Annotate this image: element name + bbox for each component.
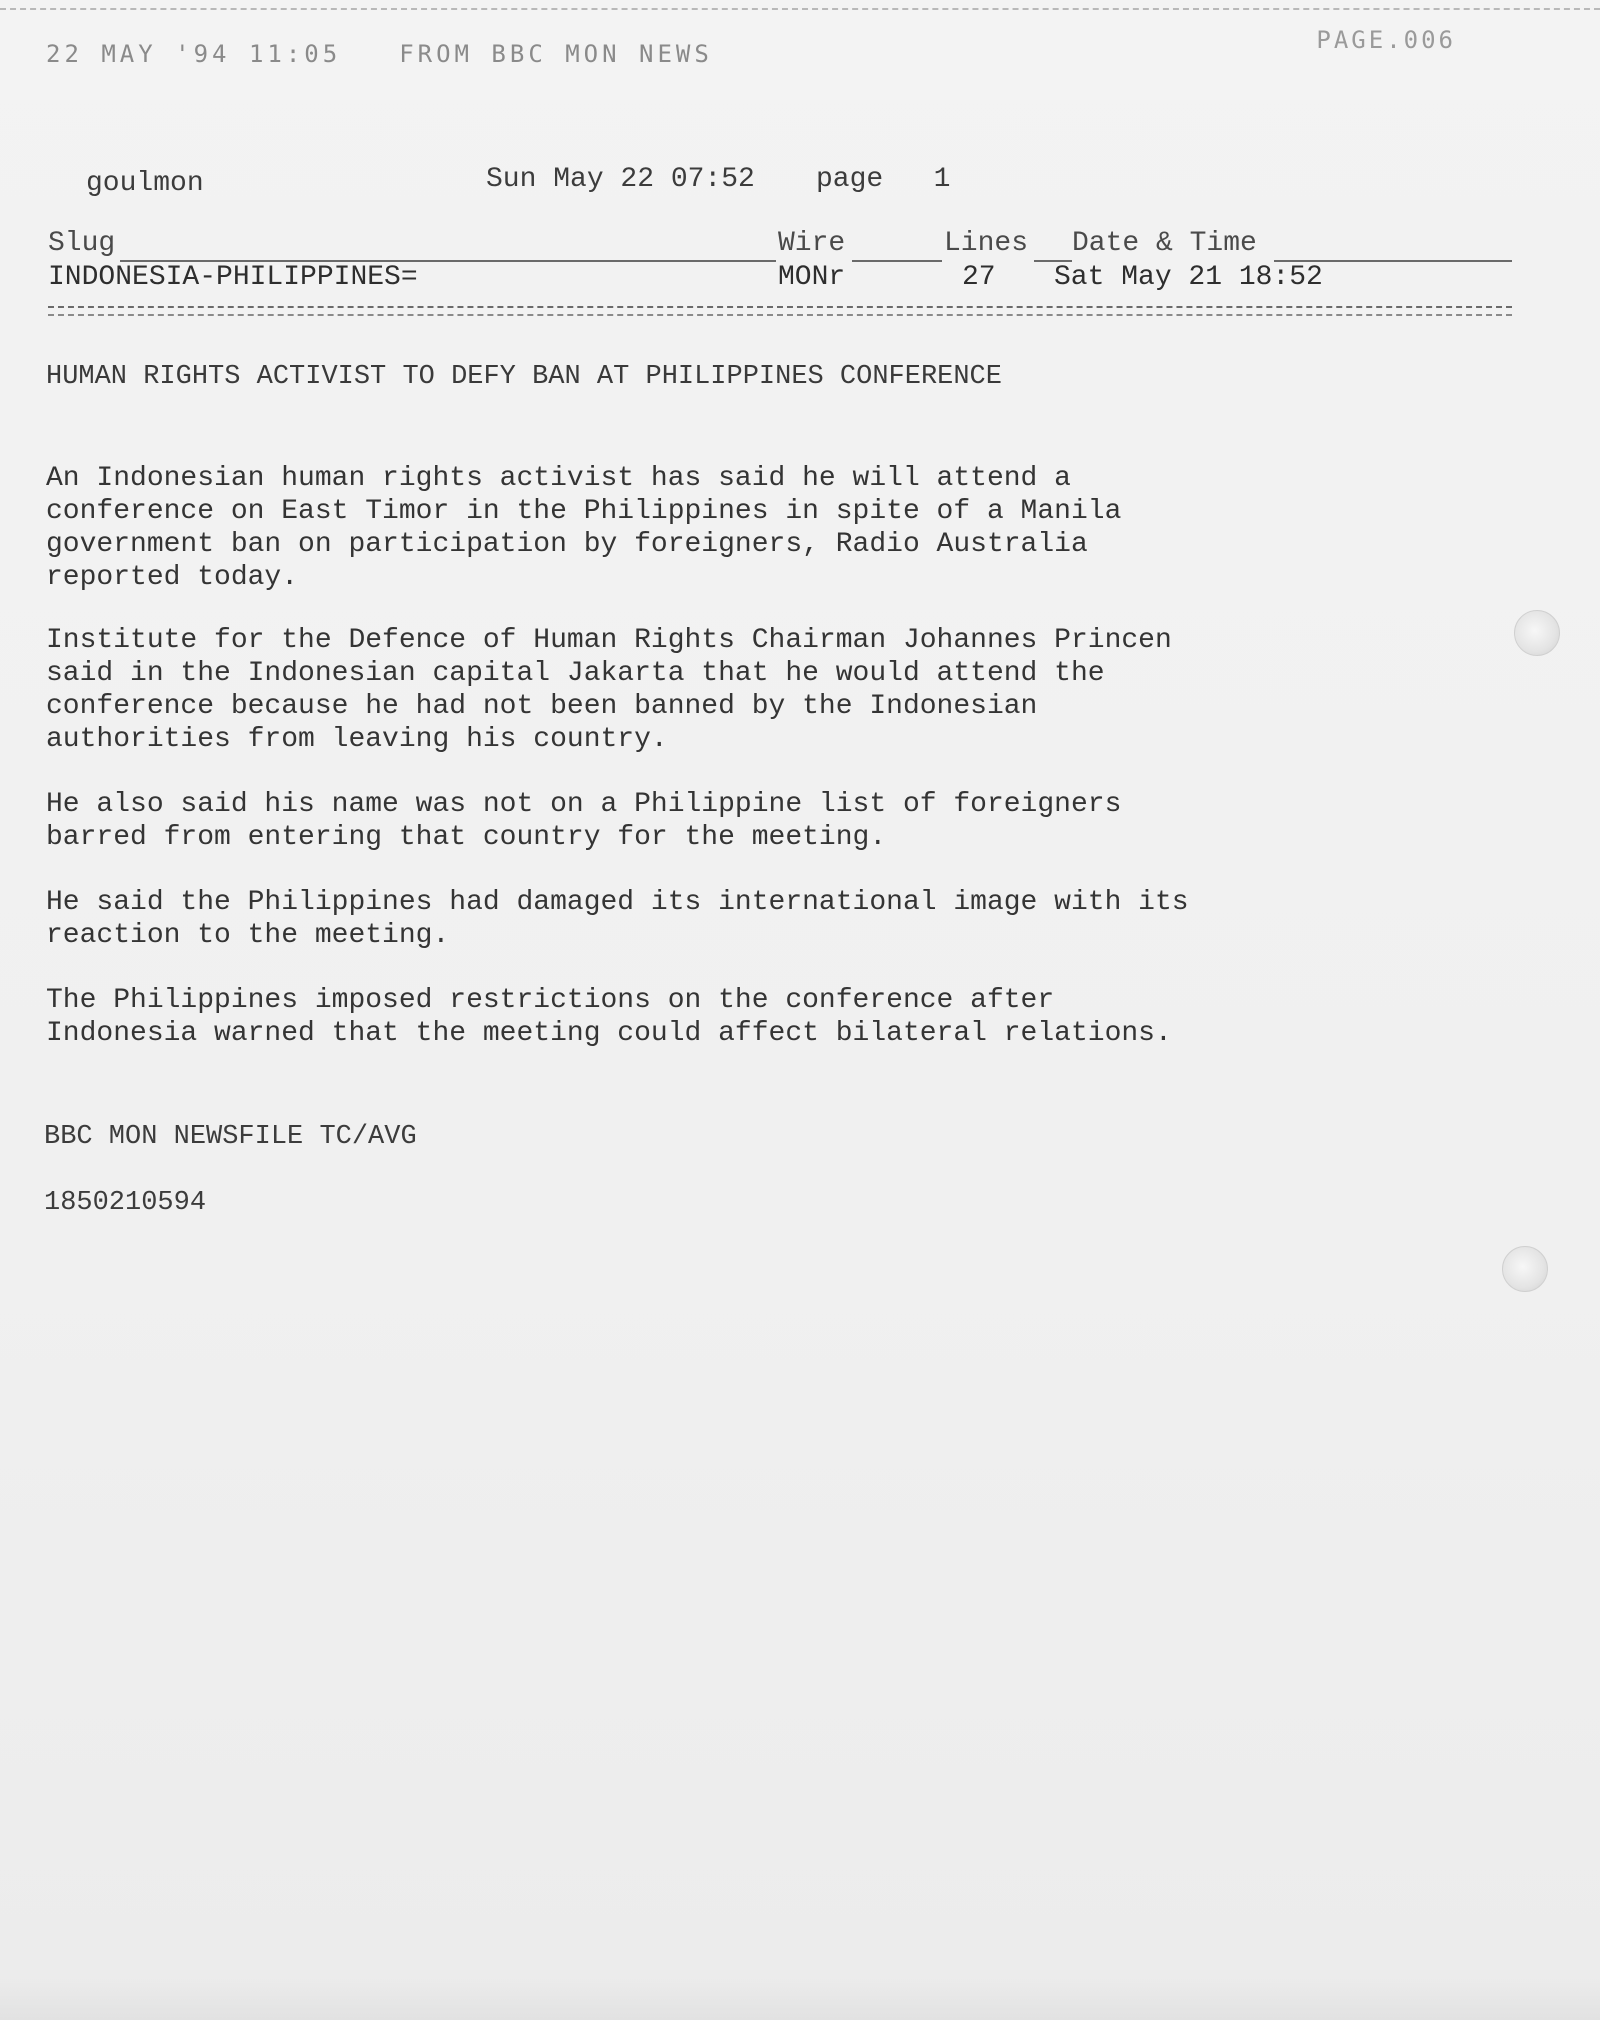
datetime-column-header: Date & Time — [1072, 228, 1257, 259]
article-paragraph: He also said his name was not on a Philippine list of foreigners barred from entering that country for the meeting. — [46, 789, 1122, 853]
article-paragraph: Institute for the Defence of Human Rights Chairman Johannes Princen said in the Indonesian capital Jakarta that he would attend the conference because he had not been banned by the Indonesian authorities from leaving his country. — [46, 625, 1172, 755]
wire-column-header: Wire — [778, 228, 846, 259]
footer-source: BBC MON NEWSFILE TC/AVG — [44, 1122, 417, 1152]
meta-page-label: page — [816, 164, 884, 195]
slug-column-header: Slug — [48, 228, 116, 259]
punch-hole — [1502, 1246, 1548, 1292]
fax-page-number: PAGE.006 — [1316, 26, 1456, 54]
punch-hole — [1514, 610, 1560, 656]
lines-column-header: Lines — [944, 228, 1029, 259]
article-paragraph: He said the Philippines had damaged its international image with its reaction to the meeting. — [46, 887, 1189, 951]
datetime-value: Sat May 21 18:52 — [1054, 262, 1323, 293]
lines-value: 27 — [962, 262, 996, 293]
meta-user: goulmon — [86, 168, 204, 199]
fax-timestamp: 22 MAY '94 11:05 — [46, 40, 342, 68]
scan-bottom-edge — [0, 1976, 1600, 2020]
article-paragraph: The Philippines imposed restrictions on the conference after Indonesia warned that the meeting could affect bilateral relations. — [46, 985, 1172, 1049]
slug-value: INDONESIA-PHILIPPINES= — [48, 262, 418, 293]
wire-value: MONr — [778, 262, 846, 293]
fax-from: FROM BBC MON NEWS — [399, 40, 713, 68]
footer-document-id: 1850210594 — [44, 1188, 207, 1218]
article-headline: HUMAN RIGHTS ACTIVIST TO DEFY BAN AT PHILIPPINES CONFERENCE — [46, 362, 1002, 392]
meta-page-number: 1 — [933, 164, 951, 195]
article-paragraph: An Indonesian human rights activist has said he will attend a conference on East Timor in the Philippines in spite of a Manila government ban on participation by foreigners, Radio Australia reported today. — [46, 463, 1122, 593]
header-underline — [852, 260, 942, 262]
fax-transmission-header — [46, 40, 713, 68]
meta-page — [816, 164, 950, 195]
meta-date: Sun May 22 07:52 — [486, 164, 755, 195]
separator-rule — [48, 306, 1512, 316]
fax-top-edge — [0, 8, 1600, 10]
